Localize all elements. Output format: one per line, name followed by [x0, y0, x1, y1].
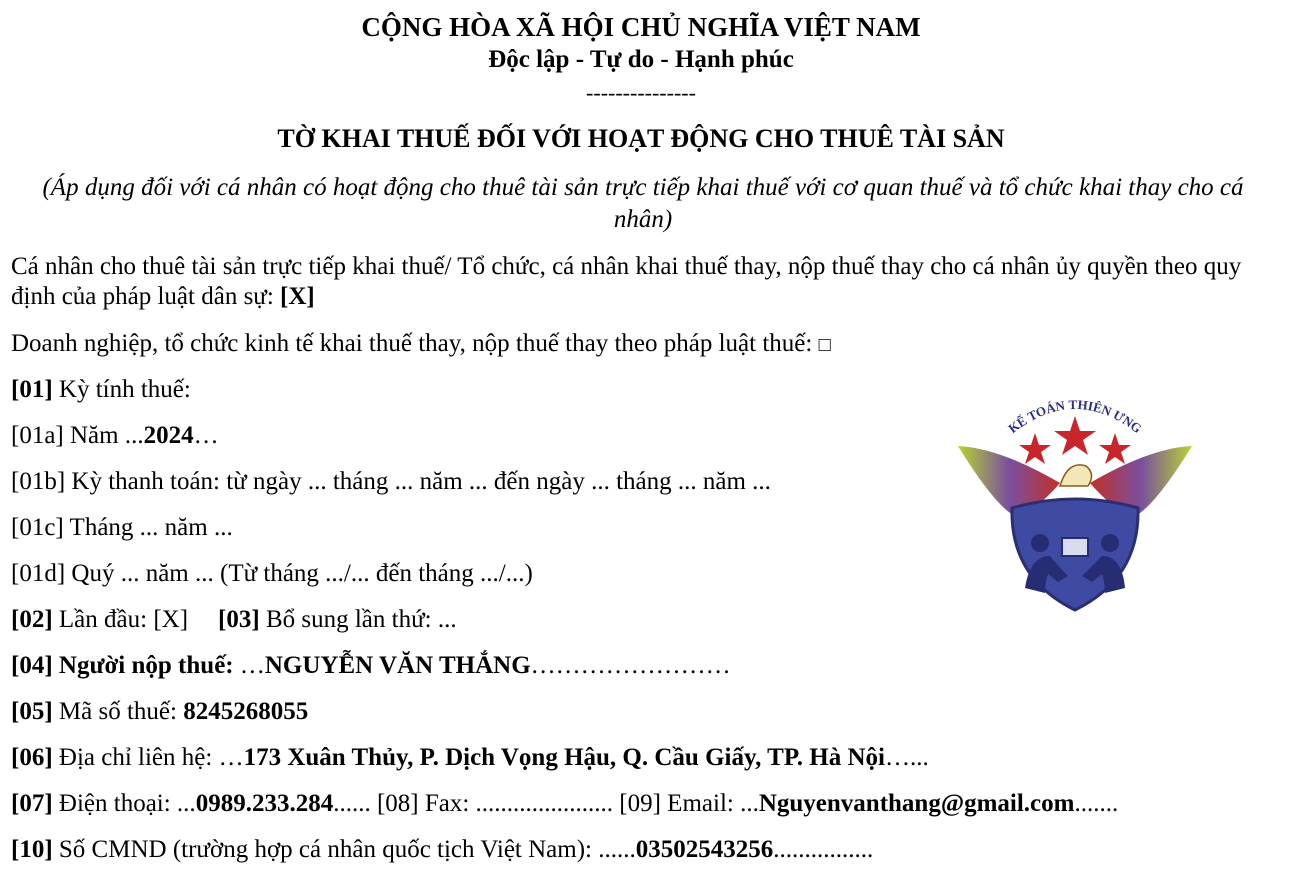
field-01a	[11, 422, 219, 450]
field-09-dots: .......	[1074, 790, 1119, 817]
field-01a-value: 2024	[143, 422, 194, 449]
form-title: TỜ KHAI THUẾ ĐỐI VỚI HOẠT ĐỘNG CHO THUÊ TÀI SẢN	[277, 124, 1005, 153]
option-enterprise-text: Doanh nghiệp, tổ chức kinh tế khai thuế thay, nộp thuế thay theo pháp luật thuế:	[11, 330, 819, 357]
field-04-code: [04]	[11, 652, 53, 679]
field-01a-label: [01a] Năm ...	[11, 422, 144, 449]
option-enterprise-checkbox[interactable]: □	[818, 334, 831, 356]
field-02-label: Lần đầu:	[52, 606, 154, 633]
field-04-dots: ……………………	[530, 652, 731, 679]
field-02-code: [02]	[11, 606, 53, 633]
field-07-09	[11, 790, 1118, 818]
field-10-label: Số CMND (trường hợp cá nhân quốc tịch Việt Nam): ......	[52, 836, 636, 863]
company-logo	[950, 378, 1200, 618]
field-01	[11, 376, 191, 404]
star-icon	[1054, 416, 1096, 455]
field-01-label: Kỳ tính thuế:	[52, 376, 191, 403]
option-individual-text: Cá nhân cho thuê tài sản trực tiếp khai thuế/ Tổ chức, cá nhân khai thuế thay, nộp thuế thay cho cá nhân ủy quyền theo quy định của pháp luật dân sự:	[11, 253, 1242, 310]
header-separator: ---------------	[586, 80, 696, 105]
field-04-label: Người nộp thuế:	[52, 652, 240, 679]
field-06-dots: …...	[884, 744, 929, 771]
field-08-09-label: ...... [08] Fax: ...................... [09] Email: ...	[333, 790, 759, 817]
field-04-pre: …	[239, 652, 265, 679]
field-03-label: Bổ sung lần thứ: ...	[259, 606, 457, 633]
field-02-03	[11, 606, 457, 634]
field-07-code: [07]	[11, 790, 53, 817]
star-icon	[1019, 433, 1051, 464]
field-10-dots: ................	[773, 836, 874, 863]
option-enterprise	[11, 330, 831, 358]
field-05	[11, 698, 308, 726]
field-01c: [01c] Tháng ... năm ...	[11, 514, 233, 541]
national-title: CỘNG HÒA XÃ HỘI CHỦ NGHĨA VIỆT NAM	[361, 12, 921, 42]
field-06	[11, 744, 929, 772]
eagle-head-icon	[1060, 465, 1092, 486]
field-06-value: 173 Xuân Thủy, P. Dịch Vọng Hậu, Q. Cầu Giấy, TP. Hà Nội	[243, 744, 885, 771]
field-07-value: 0989.233.284	[195, 790, 334, 817]
field-03-code: [03]	[218, 606, 260, 633]
field-01d: [01d] Quý ... năm ... (Từ tháng .../... đến tháng .../...)	[11, 560, 533, 587]
field-04-value: NGUYỄN VĂN THẮNG	[264, 652, 531, 679]
field-06-label: Địa chỉ liên hệ: …	[52, 744, 244, 771]
logo-text: KẾ TOÁN THIÊN ƯNG	[1005, 396, 1145, 437]
field-01a-dots: …	[193, 422, 219, 449]
field-07-label: Điện thoại: ...	[52, 790, 196, 817]
option-individual	[11, 252, 1251, 312]
national-motto: Độc lập - Tự do - Hạnh phúc	[488, 46, 794, 73]
field-02-value[interactable]: [X]	[153, 606, 189, 633]
field-01b: [01b] Kỳ thanh toán: từ ngày ... tháng ... năm ... đến ngày ... tháng ... năm ...	[11, 468, 771, 495]
field-01-code: [01]	[11, 376, 53, 403]
field-06-code: [06]	[11, 744, 53, 771]
field-10	[11, 836, 873, 864]
field-05-value: 8245268055	[183, 698, 309, 725]
field-10-value: 03502543256	[635, 836, 774, 863]
star-icon	[1099, 433, 1131, 464]
form-subtitle: (Áp dụng đối với cá nhân có hoạt động cho thuê tài sản trực tiếp khai thuế với cơ quan thuế và tổ chức khai thay cho cá nhân)	[42, 174, 1244, 233]
field-04	[11, 652, 731, 680]
field-05-code: [05]	[11, 698, 53, 725]
option-individual-checkbox[interactable]: [X]	[280, 283, 315, 310]
computer-icon	[1062, 538, 1088, 556]
field-05-label: Mã số thuế:	[52, 698, 184, 725]
field-10-code: [10]	[11, 836, 53, 863]
field-09-value: Nguyenvanthang@gmail.com	[758, 790, 1075, 817]
